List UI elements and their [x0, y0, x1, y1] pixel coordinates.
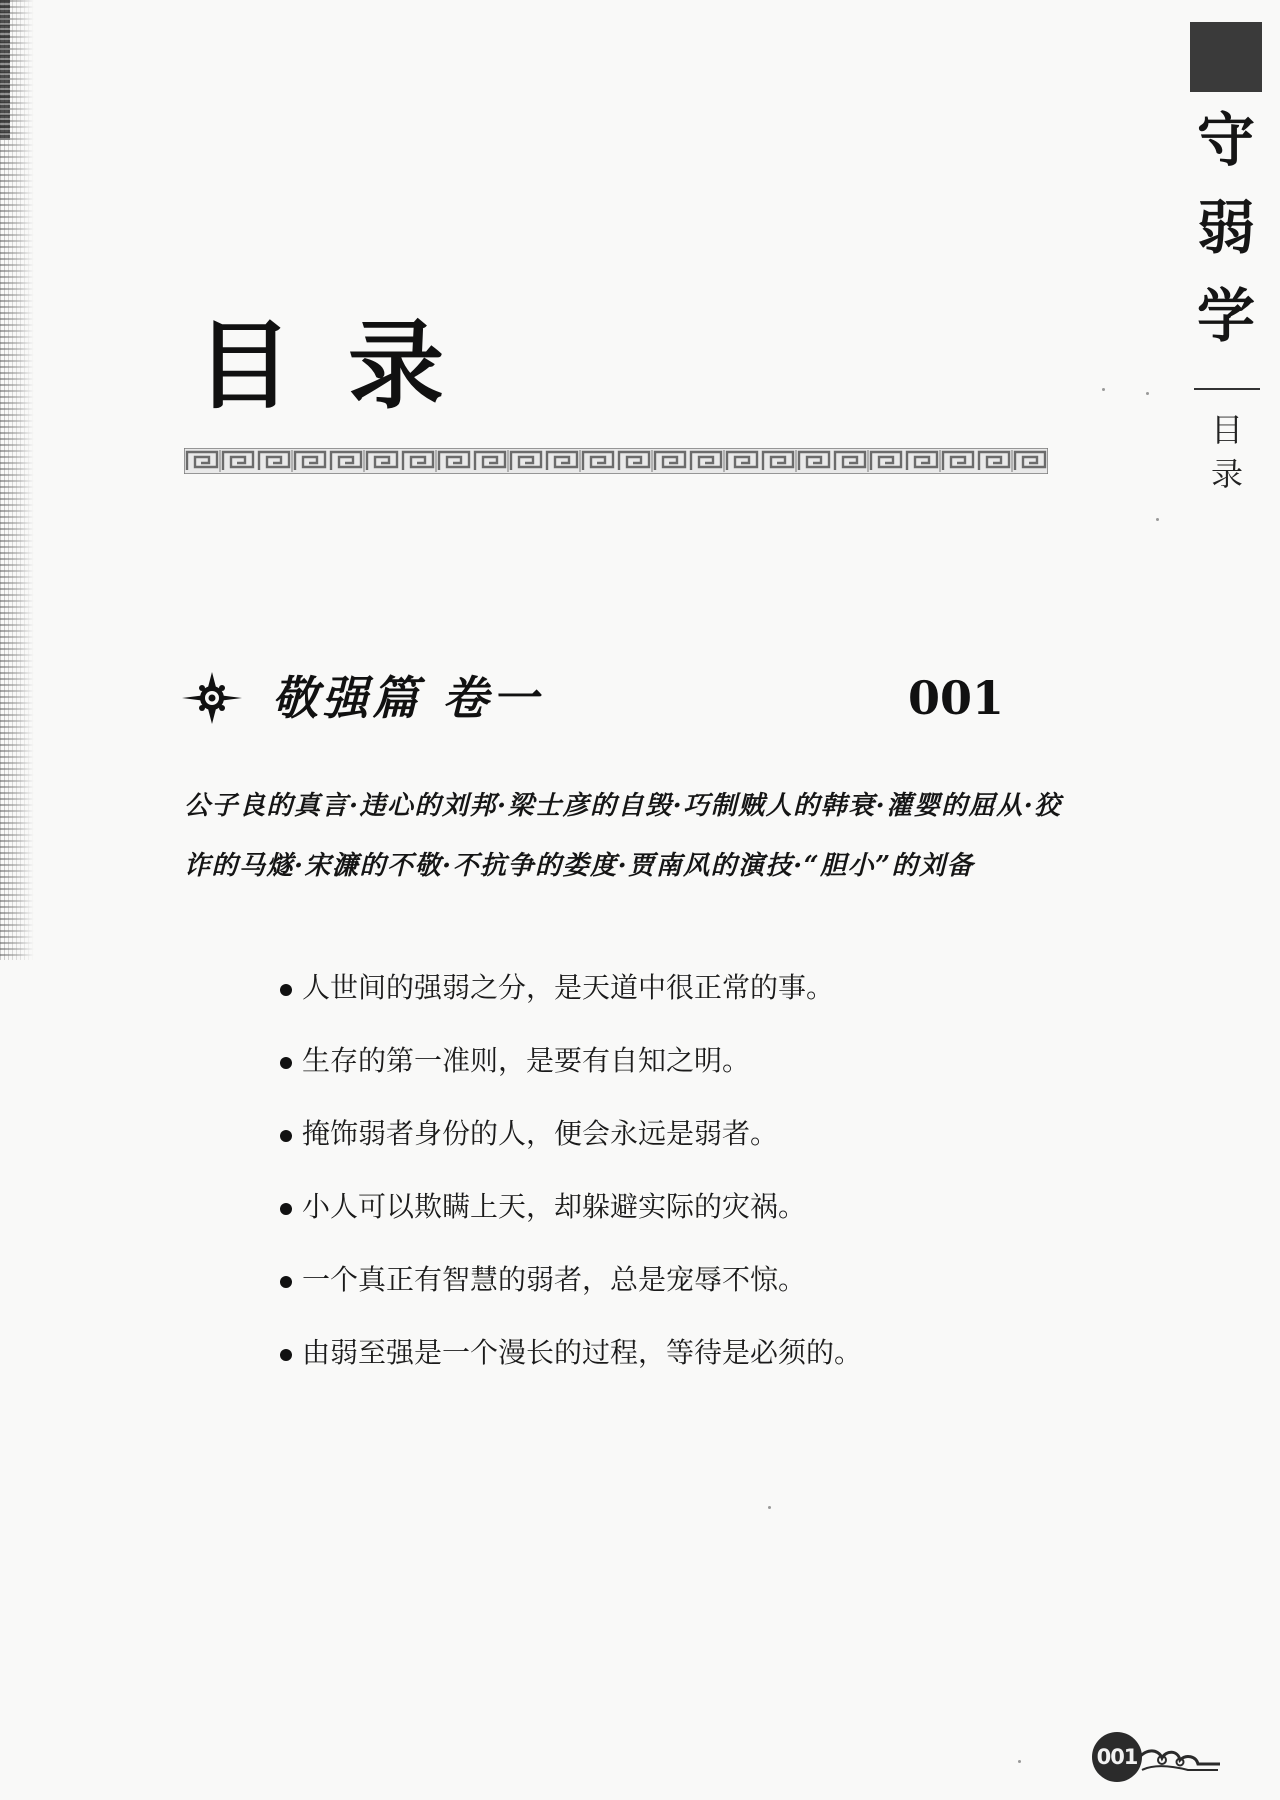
chapter-title: 敬强篇 卷一: [272, 671, 543, 725]
scan-speck: [1156, 518, 1159, 521]
page-folio: [1092, 1732, 1222, 1782]
scan-speck: [768, 1506, 771, 1509]
list-item: [280, 1114, 862, 1187]
point-text: 生存的第一准则，是要有自知之明。: [302, 1044, 751, 1077]
list-item: [280, 1260, 862, 1333]
scan-speck: [1146, 392, 1149, 395]
list-item: [280, 1187, 862, 1260]
cloud-ornament-icon: [1132, 1740, 1222, 1776]
page-title: 目录: [196, 310, 500, 422]
list-item: [280, 968, 862, 1041]
running-header-section: [1196, 408, 1258, 496]
scan-edge-shadow: [0, 0, 10, 140]
point-text: 掩饰弱者身份的人，便会永远是弱者。: [302, 1117, 779, 1150]
running-header-book-title: [1188, 96, 1264, 360]
scan-edge-noise: [0, 0, 34, 960]
scan-speck: [1102, 388, 1105, 391]
diamond-ornament-icon: [180, 668, 244, 728]
chapter-heading[interactable]: [180, 668, 1005, 728]
chapter-summary: 公子良的真言·违心的刘邦·梁士彦的自毁·巧制贼人的韩衰·灌婴的屈从·狡诈的马燧·宋濂的不敬·不抗争的娄度·贾南风的演技·“胆小”的刘备: [184, 791, 1062, 881]
folio-number: 001: [1092, 1732, 1142, 1782]
bullet-icon: [280, 1130, 292, 1142]
bullet-icon: [280, 1203, 292, 1215]
running-header-rule: [1194, 388, 1260, 390]
point-text: 人世间的强弱之分，是天道中很正常的事。: [302, 971, 835, 1004]
point-text: 一个真正有智慧的弱者，总是宠辱不惊。: [302, 1263, 807, 1296]
running-header-block: [1190, 22, 1262, 92]
running-header-char: 学: [1196, 282, 1255, 350]
bullet-icon: [280, 984, 292, 996]
meander-border: [184, 448, 1048, 474]
running-header-section-char: 目: [1210, 411, 1243, 449]
bullet-icon: [280, 1057, 292, 1069]
bullet-icon: [280, 1276, 292, 1288]
chapter-page-number: 001: [908, 671, 1005, 725]
running-header-char: 守: [1196, 106, 1255, 174]
bullet-icon: [280, 1349, 292, 1361]
list-item: [280, 1333, 862, 1406]
scan-speck: [1018, 1760, 1021, 1763]
list-item: [280, 1041, 862, 1114]
running-header-char: 弱: [1196, 194, 1255, 262]
point-text: 小人可以欺瞒上天，却躲避实际的灾祸。: [302, 1190, 807, 1223]
point-text: 由弱至强是一个漫长的过程，等待是必须的。: [302, 1336, 863, 1369]
key-points-list: [280, 968, 862, 1406]
running-header-section-char: 录: [1210, 455, 1243, 493]
